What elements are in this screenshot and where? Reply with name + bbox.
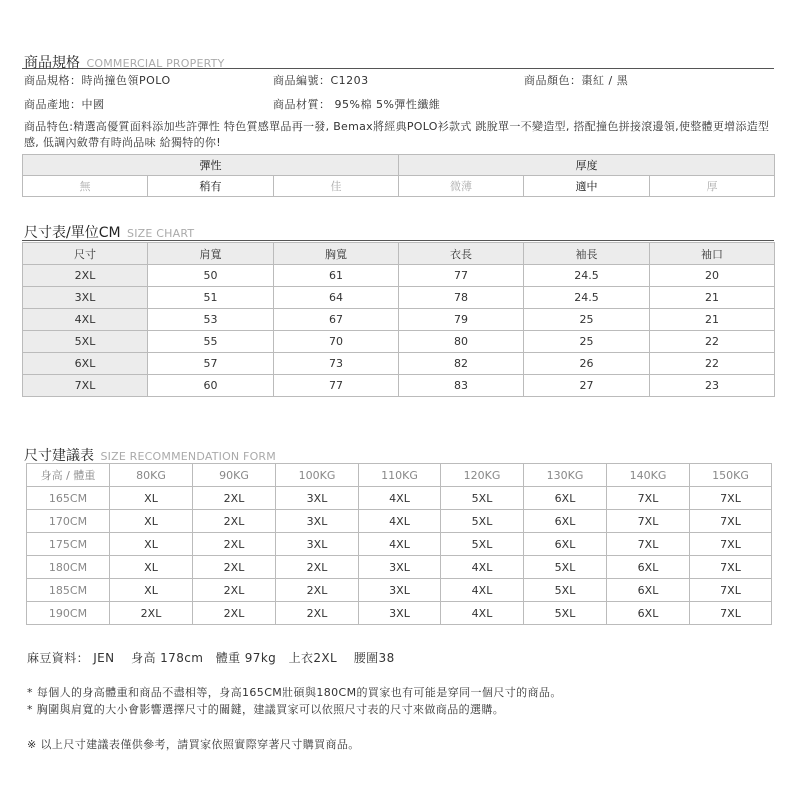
table-cell: 2XL: [193, 533, 276, 556]
table-cell: 2XL: [276, 556, 359, 579]
size-label: 5XL: [23, 331, 148, 353]
product-description: 商品特色:精選高優質面料添加些許彈性 特色質感單品再一發, Bemax將經典POLO衫款式 跳脫單一不變造型, 搭配撞色拼接滾邊領,使整體更增添造型感, 低調內斂帶有時尚品味 給獨特的你!: [24, 120, 770, 149]
table-cell: 60: [148, 375, 274, 397]
table-row: [27, 579, 772, 602]
table-cell: 6XL: [524, 533, 607, 556]
table-cell: 3XL: [276, 487, 359, 510]
spec-origin: 商品產地：中國: [24, 98, 105, 111]
note-line: * 每個人的身高體重和商品不盡相等，身高165CM壯碩與180CM的買家也有可能是穿同一個尺寸的商品。: [27, 686, 562, 699]
table-cell: 3XL: [276, 510, 359, 533]
table-cell: 7XL: [690, 602, 772, 625]
property-divider: [22, 68, 774, 69]
table-cell: 2XL: [193, 487, 276, 510]
thickness-option-thick: 厚: [650, 176, 775, 197]
height-label: 190CM: [27, 602, 110, 625]
size-label: 2XL: [23, 265, 148, 287]
table-cell: 80: [399, 331, 524, 353]
table-cell: 3XL: [276, 533, 359, 556]
table-cell: 5XL: [524, 556, 607, 579]
table-row: [27, 556, 772, 579]
spec-style: 商品規格：時尚撞色領POLO: [24, 74, 171, 87]
weight-header: 100KG: [276, 464, 359, 487]
table-cell: 22: [650, 353, 775, 375]
table-row: [23, 287, 775, 309]
table-cell: 51: [148, 287, 274, 309]
property-title: 商品規格: [24, 55, 80, 71]
model-info: 麻豆資料： JEN 身高 178cm 體重 97kg 上衣2XL 腰圍38: [27, 651, 395, 665]
table-cell: 5XL: [441, 487, 524, 510]
weight-header: 150KG: [690, 464, 772, 487]
spec-code: 商品編號：C1203: [273, 74, 369, 87]
table-row: [23, 353, 775, 375]
table-cell: 25: [524, 309, 650, 331]
table-cell: 67: [274, 309, 399, 331]
table-cell: 53: [148, 309, 274, 331]
table-cell: 2XL: [193, 602, 276, 625]
table-row: [27, 533, 772, 556]
size-chart-header: 袖口: [650, 243, 775, 265]
table-cell: 64: [274, 287, 399, 309]
property-section-title: [24, 52, 225, 72]
weight-header: 80KG: [110, 464, 193, 487]
table-cell: XL: [110, 510, 193, 533]
table-row: [23, 375, 775, 397]
table-cell: 4XL: [359, 533, 441, 556]
table-cell: 4XL: [441, 556, 524, 579]
height-label: 165CM: [27, 487, 110, 510]
table-cell: 2XL: [193, 556, 276, 579]
weight-header: 140KG: [607, 464, 690, 487]
table-cell: 3XL: [359, 579, 441, 602]
table-cell: 7XL: [607, 533, 690, 556]
weight-header: 90KG: [193, 464, 276, 487]
thickness-option-thin: 微薄: [399, 176, 524, 197]
table-row: [23, 309, 775, 331]
table-row: [23, 265, 775, 287]
height-label: 180CM: [27, 556, 110, 579]
size-label: 7XL: [23, 375, 148, 397]
thickness-label: 厚度: [399, 155, 775, 176]
table-cell: 55: [148, 331, 274, 353]
table-cell: 5XL: [524, 579, 607, 602]
table-cell: 70: [274, 331, 399, 353]
recommendation-corner-header: 身高 / 體重: [27, 464, 110, 487]
table-cell: 3XL: [359, 602, 441, 625]
size-chart-header: 肩寬: [148, 243, 274, 265]
size-chart-header: 袖長: [524, 243, 650, 265]
table-cell: 77: [399, 265, 524, 287]
recommendation-title: 尺寸建議表: [24, 448, 94, 464]
table-cell: 5XL: [524, 602, 607, 625]
size-chart-header: 衣長: [399, 243, 524, 265]
table-cell: XL: [110, 533, 193, 556]
spec-color: 商品顏色：棗紅 / 黑: [524, 74, 629, 87]
size-chart-table: [22, 242, 775, 397]
elasticity-option-slight: 稍有: [148, 176, 274, 197]
table-cell: 2XL: [276, 602, 359, 625]
table-cell: 7XL: [690, 487, 772, 510]
table-cell: XL: [110, 487, 193, 510]
table-cell: XL: [110, 579, 193, 602]
table-cell: 24.5: [524, 287, 650, 309]
table-cell: 23: [650, 375, 775, 397]
table-cell: 6XL: [524, 487, 607, 510]
table-cell: 61: [274, 265, 399, 287]
note-line: * 胸圍與肩寬的大小會影響選擇尺寸的關鍵，建議買家可以依照尺寸表的尺寸來做商品的選購。: [27, 703, 505, 716]
table-cell: 26: [524, 353, 650, 375]
table-cell: 5XL: [441, 533, 524, 556]
table-cell: 83: [399, 375, 524, 397]
weight-header: 130KG: [524, 464, 607, 487]
table-cell: 57: [148, 353, 274, 375]
size-chart-header: 胸寬: [274, 243, 399, 265]
elasticity-option-good: 佳: [274, 176, 399, 197]
height-label: 185CM: [27, 579, 110, 602]
size-chart-title-en: SIZE CHART: [127, 227, 195, 240]
table-row: [27, 602, 772, 625]
table-cell: 4XL: [441, 579, 524, 602]
weight-header: 110KG: [359, 464, 441, 487]
spec-material: 商品材質： 95%棉 5%彈性纖維: [273, 98, 441, 111]
table-cell: 21: [650, 287, 775, 309]
table-cell: 4XL: [359, 510, 441, 533]
recommendation-table: [26, 463, 772, 625]
height-label: 170CM: [27, 510, 110, 533]
table-cell: 4XL: [441, 602, 524, 625]
table-cell: 2XL: [193, 510, 276, 533]
disclaimer-note: ※ 以上尺寸建議表僅供參考，請買家依照實際穿著尺寸購買商品。: [27, 738, 360, 751]
size-label: 3XL: [23, 287, 148, 309]
table-cell: 20: [650, 265, 775, 287]
recommendation-title-en: SIZE RECOMMENDATION FORM: [100, 450, 276, 463]
size-label: 4XL: [23, 309, 148, 331]
size-chart-title: 尺寸表/單位CM: [24, 225, 121, 241]
table-cell: 4XL: [359, 487, 441, 510]
table-cell: 7XL: [690, 579, 772, 602]
size-label: 6XL: [23, 353, 148, 375]
table-cell: 2XL: [110, 602, 193, 625]
elasticity-thickness-table: [22, 154, 775, 197]
elasticity-label: 彈性: [23, 155, 399, 176]
table-cell: 24.5: [524, 265, 650, 287]
table-cell: 78: [399, 287, 524, 309]
elasticity-option-none: 無: [23, 176, 148, 197]
table-cell: 2XL: [193, 579, 276, 602]
table-cell: 25: [524, 331, 650, 353]
table-cell: 6XL: [607, 602, 690, 625]
table-cell: 5XL: [441, 510, 524, 533]
property-title-en: COMMERCIAL PROPERTY: [86, 57, 225, 70]
height-label: 175CM: [27, 533, 110, 556]
table-cell: 2XL: [276, 579, 359, 602]
table-cell: 50: [148, 265, 274, 287]
table-cell: 22: [650, 331, 775, 353]
table-row: [27, 487, 772, 510]
table-cell: 21: [650, 309, 775, 331]
table-cell: 7XL: [690, 510, 772, 533]
table-cell: 3XL: [359, 556, 441, 579]
size-chart-divider: [22, 240, 774, 241]
table-cell: 6XL: [524, 510, 607, 533]
table-cell: XL: [110, 556, 193, 579]
table-row: [23, 331, 775, 353]
table-cell: 6XL: [607, 556, 690, 579]
size-chart-section-title: [24, 222, 194, 242]
table-cell: 7XL: [607, 510, 690, 533]
table-cell: 27: [524, 375, 650, 397]
table-cell: 77: [274, 375, 399, 397]
table-cell: 7XL: [607, 487, 690, 510]
weight-header: 120KG: [441, 464, 524, 487]
size-chart-header: 尺寸: [23, 243, 148, 265]
table-row: [27, 510, 772, 533]
recommendation-section-title: [24, 445, 276, 465]
table-cell: 82: [399, 353, 524, 375]
thickness-option-medium: 適中: [524, 176, 650, 197]
table-cell: 73: [274, 353, 399, 375]
table-cell: 6XL: [607, 579, 690, 602]
table-cell: 7XL: [690, 533, 772, 556]
table-cell: 7XL: [690, 556, 772, 579]
table-cell: 79: [399, 309, 524, 331]
